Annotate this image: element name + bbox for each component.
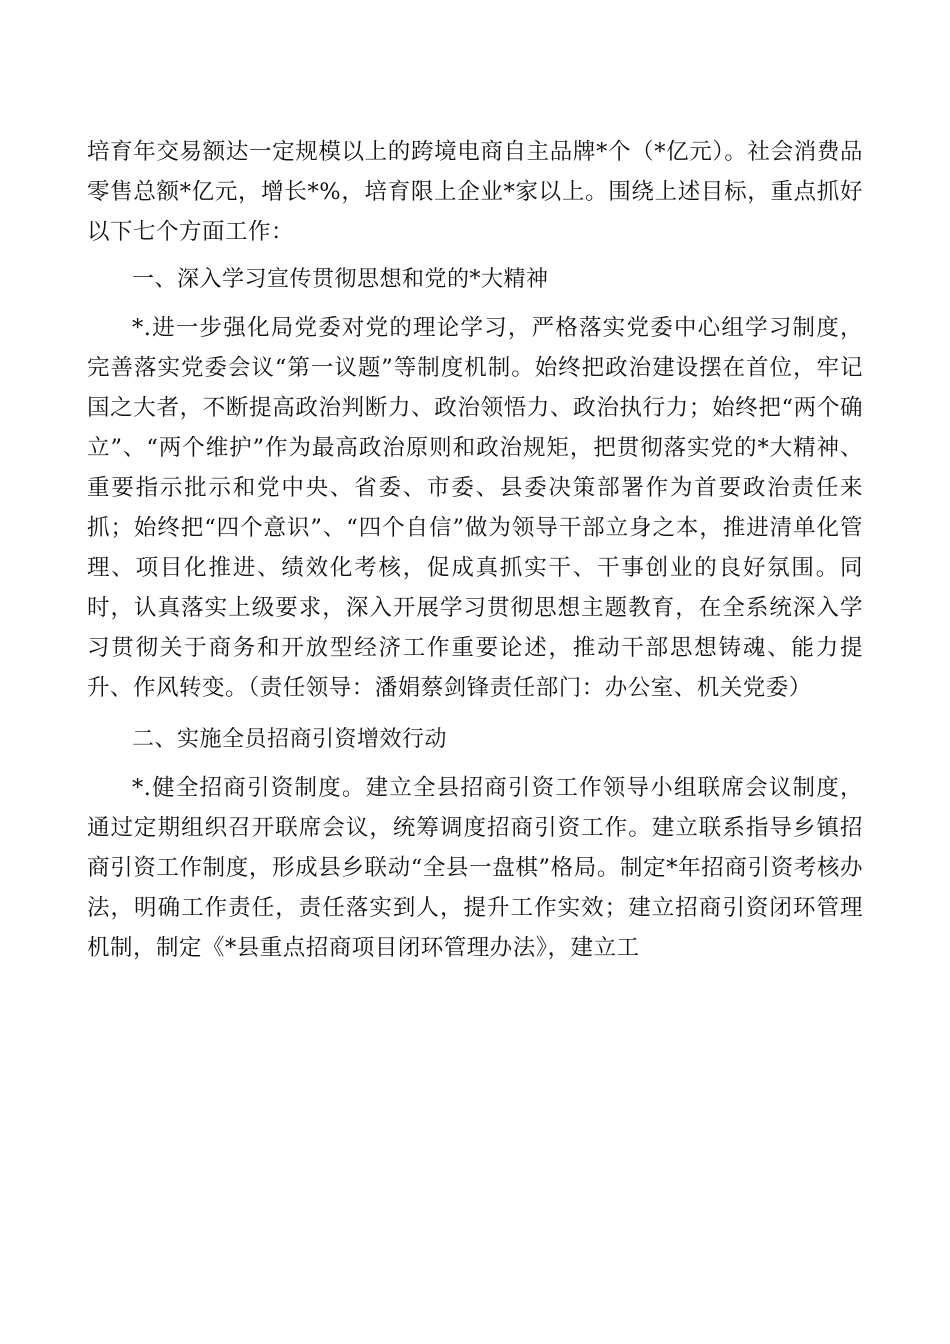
section-heading-1: 一、深入学习宣传贯彻思想和党的*大精神	[132, 267, 549, 292]
section-paragraph-2: *.健全招商引资制度。建立全县招商引资工作领导小组联席会议制度，通过定期组织召开联席会议，统筹调度招商引资工作。建立联系指导乡镇招商引资工作制度，形成县乡联动“全县一盘棋”格局。制定*年招商引资考核办法，明确工作责任，责任落实到人，提升工作实效；建立招商引资闭环管理机制，制定《*县重点招商项目闭环管理办法》，建立工	[87, 775, 863, 961]
section-paragraph-1: *.进一步强化局党委对党的理论学习，严格落实党委中心组学习制度，完善落实党委会议“第一议题”等制度机制。始终把政治建设摆在首位，牢记国之大者，不断提高政治判断力、政治领悟力、政治执行力；始终把“两个确立”、“两个维护”作为最高政治原则和政治规矩，把贯彻落实党的*大精神、重要指示批示和党中央、省委、市委、县委决策部署作为首要政治责任来抓；始终把“四个意识”、“四个自信”做为领导干部立身之本，推进清单化管理、项目化推进、绩效化考核，促成真抓实干、干事创业的良好氛围。同时，认真落实上级要求，深入开展学习贯彻思想主题教育，在全系统深入学习贯彻关于商务和开放型经济工作重要论述，推动干部思想铸魂、能力提升、作风转变。（责任领导：潘娟蔡剑锋责任部门：办公室、机关党委）	[87, 315, 863, 701]
spacer	[87, 252, 863, 260]
spacer	[87, 300, 863, 308]
spacer	[87, 708, 863, 720]
spacer	[87, 760, 863, 768]
document-body	[87, 132, 863, 968]
section-heading-2: 二、实施全员招商引资增效行动	[132, 727, 448, 752]
intro-paragraph: 培育年交易额达一定规模以上的跨境电商自主品牌*个（*亿元）。社会消费品零售总额*亿元，增长*%，培育限上企业*家以上。围绕上述目标，重点抓好以下七个方面工作：	[87, 139, 863, 245]
